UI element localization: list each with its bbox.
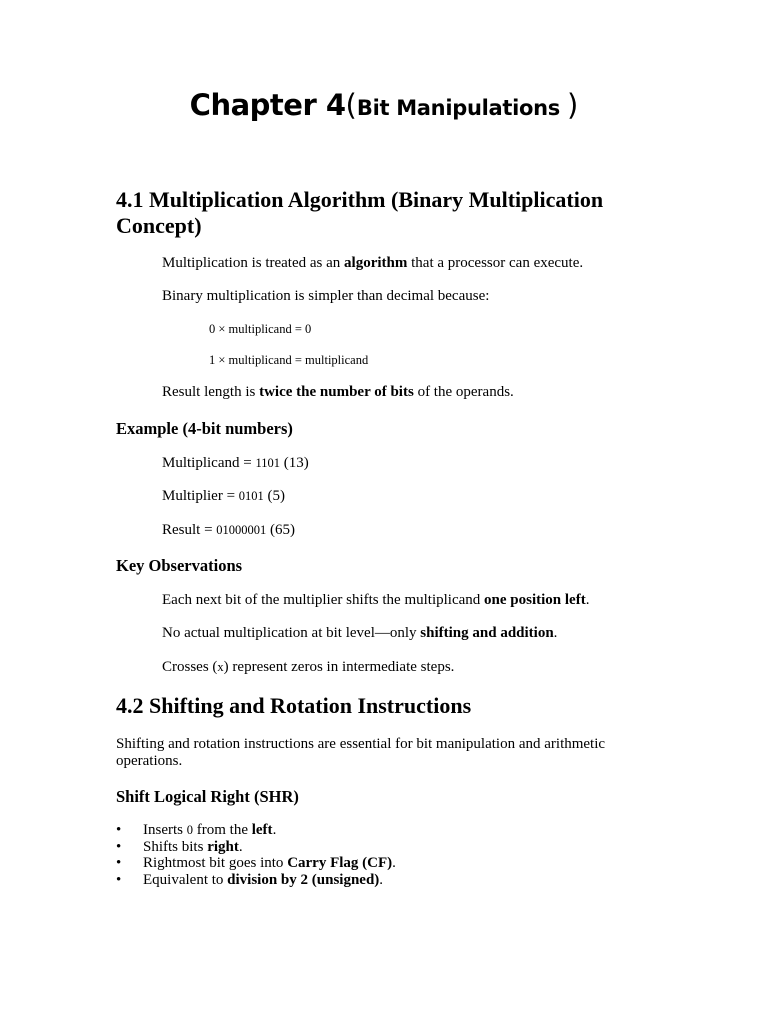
text-span: . xyxy=(272,822,277,838)
example-multiplier xyxy=(162,488,285,505)
text-span: No actual multiplication at bit level—only xyxy=(162,625,421,641)
zero-digit: 0 xyxy=(186,823,193,837)
chapter-title-sub: Bit Manipulations xyxy=(356,96,568,120)
text-span: . xyxy=(553,625,558,641)
text-span: Multiplication is treated as an xyxy=(162,255,345,271)
text-span: . xyxy=(379,871,384,888)
bold-right: right xyxy=(207,838,239,855)
text-span: that a processor can execute. xyxy=(407,255,584,271)
text-span: of the operands. xyxy=(413,384,514,400)
bold-shifting-addition: shifting and addition xyxy=(420,625,554,641)
shr-heading: Shift Logical Right (SHR) xyxy=(116,787,299,806)
bullet-icon: • xyxy=(116,855,122,871)
text-span: Each next bit of the multiplier shifts the multiplicand xyxy=(162,592,485,608)
section-4-1-heading xyxy=(116,187,603,239)
observation-shift-add xyxy=(162,625,557,642)
text-span: . xyxy=(585,592,590,608)
text-span: Rightmost bit goes into xyxy=(143,855,288,871)
text-span: Multiplicand = xyxy=(162,455,256,471)
example-result xyxy=(162,522,295,539)
text-span: Equivalent to xyxy=(143,871,228,888)
list-item xyxy=(116,855,396,872)
bold-left: left xyxy=(251,822,273,838)
section-4-2-intro: Shifting and rotation instructions are essential for bit manipulation and arithmetic operations. xyxy=(116,736,606,769)
text-span: . xyxy=(238,838,243,855)
multiplicand-bits: 1101 xyxy=(255,456,280,470)
multiplier-bits: 0101 xyxy=(238,489,264,503)
result-bits: 01000001 xyxy=(216,523,267,537)
paragraph-result-length xyxy=(162,384,514,401)
example-multiplicand xyxy=(162,455,309,472)
chapter-title-main: Chapter 4 xyxy=(189,88,346,122)
text-span: (13) xyxy=(280,455,309,471)
paragraph-binary-simpler: Binary multiplication is simpler than decimal because: xyxy=(162,288,490,304)
rule-zero: 0 × multiplicand = 0 xyxy=(209,322,312,336)
text-span: Result = xyxy=(162,522,217,538)
text-span: Multiplier = xyxy=(162,488,239,504)
list-item xyxy=(116,839,396,856)
text-span: (65) xyxy=(266,522,296,538)
shr-bullet-list xyxy=(116,822,396,888)
list-item xyxy=(116,822,396,839)
key-observations-heading: Key Observations xyxy=(116,556,243,575)
section-4-1-heading-line1: 4.1 Multiplication Algorithm (Binary Multiplication xyxy=(116,187,604,212)
text-span: Shifts bits xyxy=(143,838,208,855)
bullet-icon: • xyxy=(116,871,122,888)
text-span: Inserts xyxy=(143,822,187,838)
section-4-1-heading-line2: Concept) xyxy=(116,213,202,238)
bold-one-position-left: one position left xyxy=(484,592,586,608)
text-span: Crosses ( xyxy=(162,659,218,675)
chapter-title xyxy=(0,88,768,122)
paragraph-algorithm xyxy=(162,255,583,272)
observation-shift-left xyxy=(162,592,589,609)
bold-algorithm: algorithm xyxy=(344,255,408,271)
text-span: from the xyxy=(193,822,252,838)
text-span: . xyxy=(392,855,396,871)
chapter-title-open-paren: ( xyxy=(345,88,357,122)
bold-twice-bits: twice the number of bits xyxy=(259,384,414,400)
bullet-icon: • xyxy=(116,838,122,855)
text-span: ) represent zeros in intermediate steps. xyxy=(223,659,455,675)
bold-division-by-2: division by 2 (unsigned) xyxy=(227,871,380,888)
example-heading: Example (4-bit numbers) xyxy=(116,419,293,438)
section-4-2-heading: 4.2 Shifting and Rotation Instructions xyxy=(116,693,472,718)
bullet-icon: • xyxy=(116,822,122,838)
text-span: (5) xyxy=(263,488,286,504)
rule-one: 1 × multiplicand = multiplicand xyxy=(209,353,369,367)
observation-crosses xyxy=(162,659,454,676)
bold-carry-flag: Carry Flag (CF) xyxy=(287,855,393,871)
list-item xyxy=(116,872,396,889)
chapter-title-close-paren: ) xyxy=(567,88,579,122)
text-span: Result length is xyxy=(162,384,260,400)
cross-symbol: x xyxy=(217,660,224,674)
